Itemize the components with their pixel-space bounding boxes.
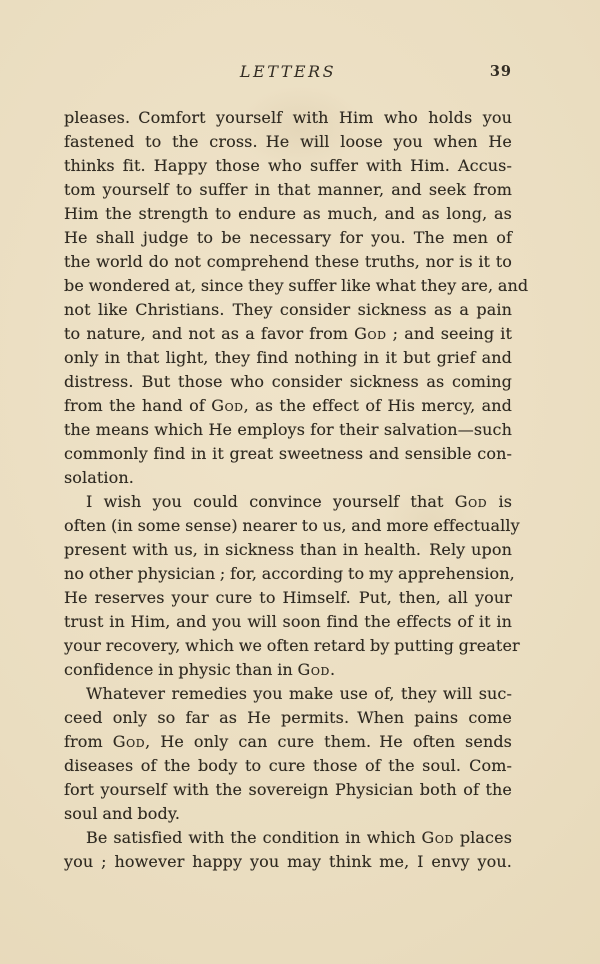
text-segment: . [329,660,336,679]
text-segment: fastened to the cross. He will loose you when He [64,132,512,151]
text-segment: to nature, and not as a favor from [64,324,355,343]
text-line [64,850,512,874]
text-segment: the world do not comprehend these truths, nor is it to [64,252,512,271]
text-line [64,754,512,778]
text-segment: trust in Him, and you will soon find the effects of it in [64,612,512,631]
text-line [64,250,512,274]
text-segment: I wish you could convince yourself that [86,492,455,511]
paragraph [64,682,512,826]
text-segment: , He only can cure them. He often sends [145,732,512,751]
text-segment: ceed only so far as He permits. When pains come [64,708,512,727]
small-caps-word: God [297,660,330,679]
text-line [64,130,512,154]
text-line [64,274,529,298]
text-body [64,106,529,874]
text-segment: Whatever remedies you make use of, they will suc- [86,684,512,703]
text-segment: Be satisfied with the condition in which [86,828,422,847]
text-segment: from [64,732,113,751]
text-segment: He reserves your cure to Himself. Put, then, all your [64,588,512,607]
text-line [64,778,512,802]
paragraph [64,106,529,490]
text-line [64,610,512,634]
text-line [64,514,520,538]
text-line [64,658,512,682]
text-line [64,106,512,130]
text-line [64,634,520,658]
text-segment: no other physician ; for, according to my apprehension, [64,564,515,583]
text-segment: pleases. Comfort yourself with Him who holds you [64,108,512,127]
text-segment: often (in some sense) nearer to us, and more effectually [64,516,520,535]
text-line [64,826,512,850]
text-segment: fort yourself with the sovereign Physician both of the [64,780,512,799]
text-line [64,418,512,442]
page-number: 39 [489,63,512,80]
text-segment: confidence in physic than in [64,660,298,679]
text-segment: thinks fit. Happy those who suffer with Him. Accus- [64,156,512,175]
text-line [64,442,512,466]
text-line [64,154,512,178]
text-line [64,562,515,586]
page-title: LETTERS [239,62,337,81]
small-caps-word: God [112,732,146,751]
text-segment: tom yourself to suffer in that manner, and seek from [64,180,512,199]
text-segment: from the hand of [64,396,212,415]
text-segment: not like Christians. They consider sickness as a pain [64,300,512,319]
text-line [64,370,512,394]
text-line [64,706,512,730]
small-caps-word: God [421,828,454,847]
text-segment: commonly find in it great sweetness and sensible con- [64,444,512,463]
text-segment: places [453,828,512,847]
text-line [64,802,512,826]
text-segment: solation. [64,468,134,487]
text-line [64,226,512,250]
small-caps-word: God [211,396,244,415]
text-segment: present with us, in sickness than in health. Rely upon [64,540,512,559]
paragraph [64,490,520,682]
text-line [64,538,512,562]
text-segment: ; and seeing it [386,324,512,343]
text-line [64,322,512,346]
text-line [64,298,512,322]
small-caps-word: God [354,324,387,343]
book-page [64,0,529,874]
text-segment: only in that light, they find nothing in it but grief and [64,348,512,367]
text-segment: the means which He employs for their salvation—such [64,420,512,439]
text-segment: you ; however happy you may think me, I envy you. [64,852,512,871]
text-line [64,346,512,370]
running-head [64,0,512,82]
text-line [64,730,512,754]
small-caps-word: God [454,492,488,511]
text-line [64,394,512,418]
text-line [64,586,512,610]
text-line [64,178,512,202]
text-segment: your recovery, which we often retard by putting greater [64,636,520,655]
text-segment: is [487,492,512,511]
text-segment: soul and body. [64,804,181,823]
text-line [64,682,512,706]
text-segment: , as the effect of His mercy, and [243,396,512,415]
text-segment: be wondered at, since they suffer like what they are, and [64,276,529,295]
text-segment: distress. But those who consider sickness as coming [64,372,512,391]
text-line [64,490,512,514]
text-line [64,466,512,490]
text-segment: He shall judge to be necessary for you. The men of [64,228,512,247]
paragraph [64,826,512,874]
text-line [64,202,512,226]
text-segment: diseases of the body to cure those of the soul. Com- [64,756,512,775]
text-segment: Him the strength to endure as much, and as long, as [64,204,512,223]
